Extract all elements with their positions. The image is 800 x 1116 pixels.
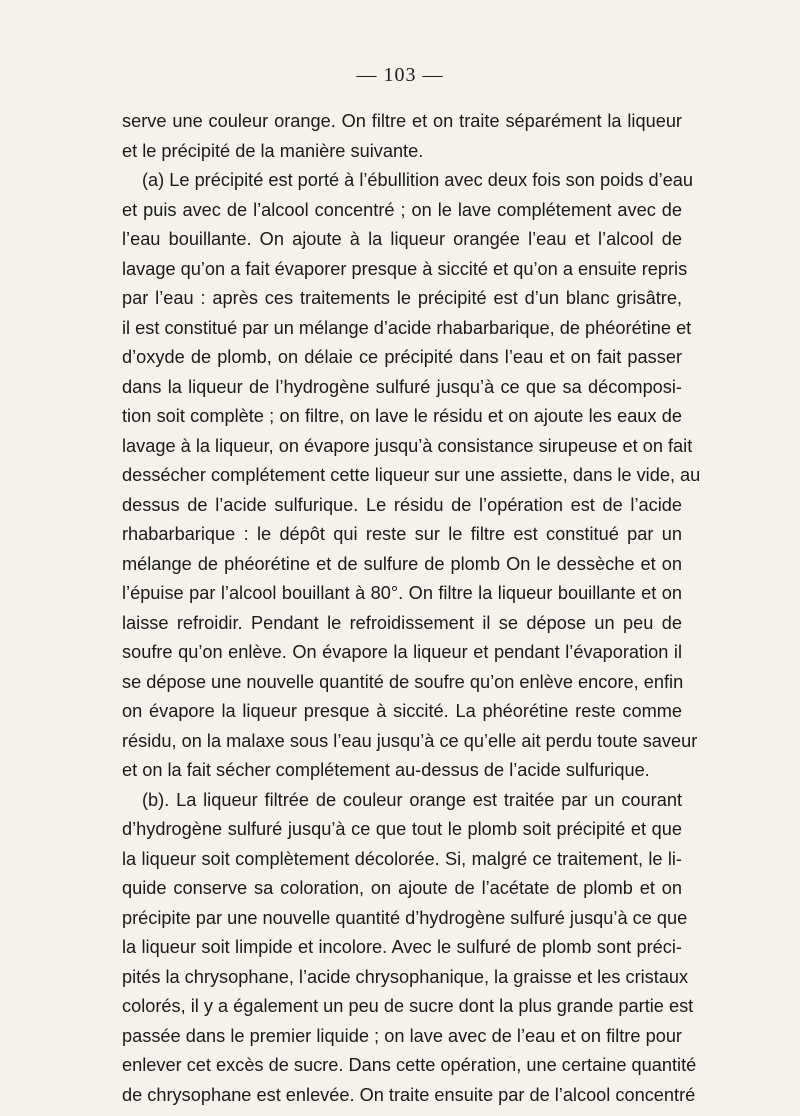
text-line: lavage qu’on a fait évaporer presque à siccité et qu’on a ensuite repris (122, 258, 688, 279)
text-line: colorés, il y a également un peu de sucre dont la plus grande partie est (122, 996, 694, 1016)
text-line: dans la liqueur de l’hydrogène sulfuré jusqu’à ce que sa décomposi- (122, 376, 682, 397)
text-line: pités la chrysophane, l’acide chrysophanique, la graisse et les cristaux (122, 966, 689, 987)
text-line: serve une couleur orange. On filtre et on traite séparément la liqueur (122, 111, 682, 131)
text-line: précipite par une nouvelle quantité d’hydrogène sulfuré jusqu’à ce que (122, 907, 688, 928)
text-line: dessus de l’acide sulfurique. Le résidu de l’opération est de l’acide (122, 494, 682, 515)
text-line: mélange de phéorétine et de sulfure de plomb On le dessèche et on (122, 553, 682, 574)
text-line: (b). La liqueur filtrée de couleur orange est traitée par un courant (142, 789, 682, 810)
text-line: il est constitué par un mélange d’acide rhabarbarique, de phéorétine et (122, 317, 692, 338)
text-line: d’hydrogène sulfuré jusqu’à ce que tout le plomb soit précipité et que (122, 819, 682, 839)
text-line: résidu, on la malaxe sous l’eau jusqu’à ce qu’elle ait perdu toute saveur (122, 730, 698, 751)
text-line: soufre qu’on enlève. On évapore la liqueur et pendant l’évaporation il (122, 642, 682, 662)
text-line: l’épuise par l’alcool bouillant à 80°. On filtre la liqueur bouillante et on (122, 583, 682, 603)
text-line: de chrysophane est enlevée. On traite ensuite par de l’alcool concentré (122, 1084, 696, 1105)
text-line: enlever cet excès de sucre. Dans cette opération, une certaine quantité (122, 1055, 697, 1075)
text-line: et on la fait sécher complétement au-dessus de l’acide sulfurique. (122, 760, 650, 780)
text-line: quide conserve sa coloration, on ajoute de l’acétate de plomb et on (122, 878, 682, 898)
page-number: — 103 — (356, 64, 444, 86)
text-line: dessécher complétement cette liqueur sur une assiette, dans le vide, au (122, 465, 701, 485)
text-line: on évapore la liqueur presque à siccité. La phéorétine reste comme (122, 701, 682, 721)
text-line: l’eau bouillante. On ajoute à la liqueur orangée l’eau et l’alcool de (122, 229, 682, 249)
text-line: d’oxyde de plomb, on délaie ce précipité dans l’eau et on fait passer (122, 347, 682, 367)
text-line: et puis avec de l’alcool concentré ; on le lave complétement avec de (122, 199, 682, 220)
text-line: et le précipité de la manière suivante. (122, 140, 424, 161)
text-line: laisse refroidir. Pendant le refroidissement il se dépose un peu de (122, 612, 682, 633)
text-line: (a) Le précipité est porté à l’ébullition avec deux fois son poids d’eau (142, 170, 694, 190)
text-line: tion soit complète ; on filtre, on lave le résidu et on ajoute les eaux de (122, 406, 682, 426)
text-line: se dépose une nouvelle quantité de soufre qu’on enlève encore, enfin (122, 671, 684, 692)
body-text (122, 107, 701, 1110)
text-line: passée dans le premier liquide ; on lave avec de l’eau et on filtre pour (122, 1025, 682, 1046)
text-line: la liqueur soit complètement décolorée. Si, malgré ce traitement, le li- (122, 848, 682, 869)
text-line: la liqueur soit limpide et incolore. Avec le sulfuré de plomb sont préci- (122, 937, 682, 957)
text-line: par l’eau : après ces traitements le précipité est d’un blanc grisâtre, (122, 288, 682, 308)
text-line: lavage à la liqueur, on évapore jusqu’à consistance sirupeuse et on fait (122, 435, 693, 456)
text-line: rhabarbarique : le dépôt qui reste sur le filtre est constitué par un (122, 524, 682, 544)
